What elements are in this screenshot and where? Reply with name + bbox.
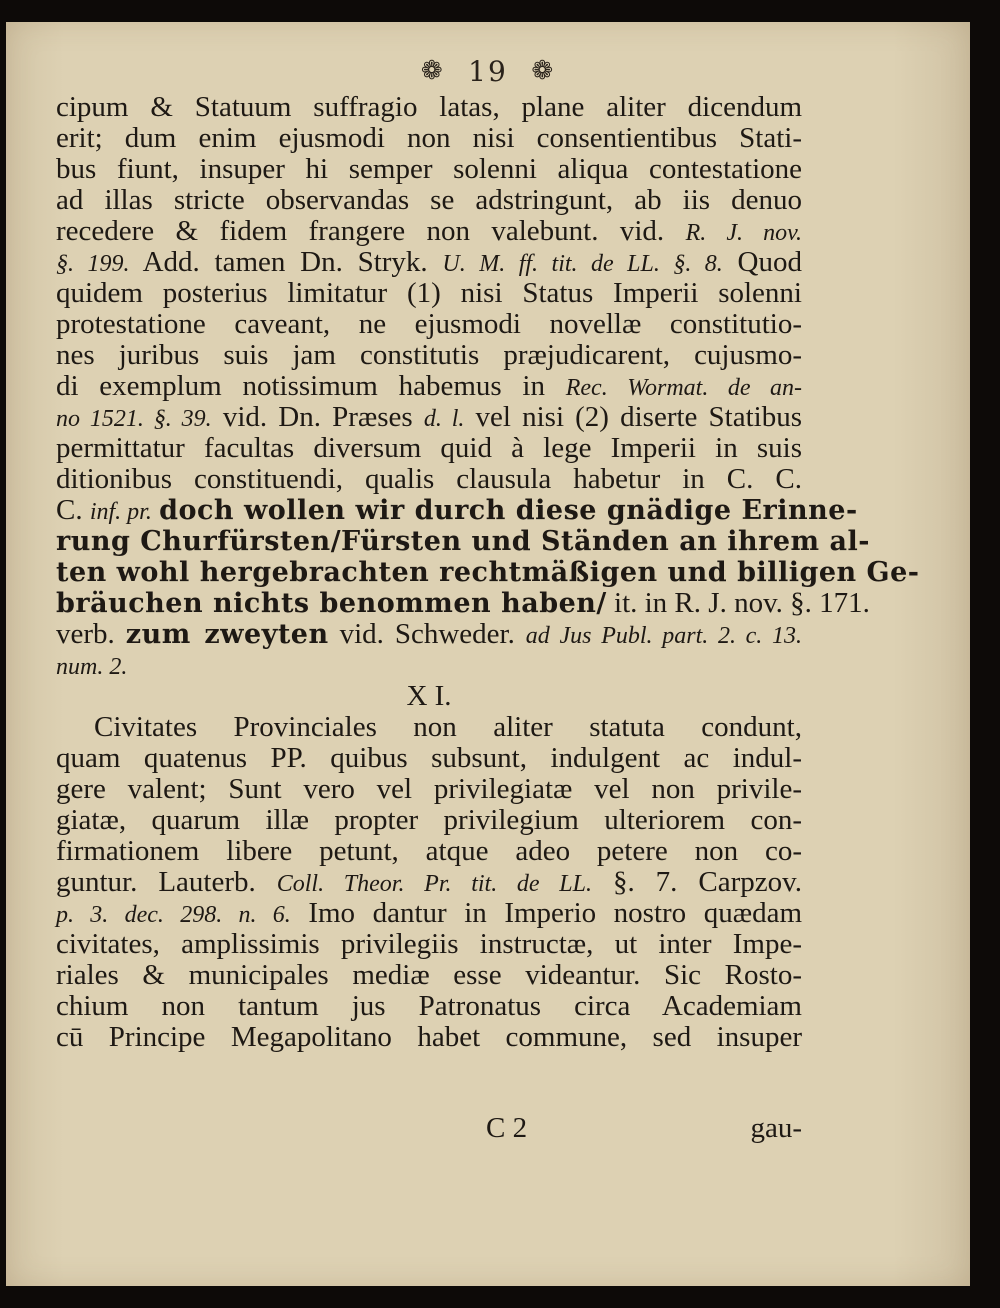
text-line: guntur. Lauterb. Coll. Theor. Pr. tit. de LL. §. 7. Carpzov. [56, 866, 802, 898]
text-line: Civitates Provinciales non aliter statuta condunt, [94, 711, 802, 743]
ornament-right-icon: ❁ [531, 56, 556, 86]
text-line: gere valent; Sunt vero vel privilegiatæ vel non privile- [56, 773, 802, 805]
text-line: bräuchen nichts benommen haben/ it. in R. J. nov. §. 171. [56, 587, 870, 619]
text-line: recedere & fidem frangere non valebunt. vid. R. J. nov. [56, 215, 803, 247]
text-line: num. 2. [56, 654, 128, 680]
text-line: bus fiunt, insuper hi semper solenni aliqua contestatione [56, 153, 802, 185]
text-line: cipum & Statuum suffragio latas, plane aliter dicendum [56, 91, 802, 123]
text-line: C. inf. pr. doch wollen wir durch diese gnädige Erinne- [56, 494, 858, 526]
text-line: permittatur facultas diversum quid à lege Imperii in suis [56, 432, 802, 464]
text-line: rung Churfürsten/Fürsten und Ständen an ihrem al- [56, 526, 870, 557]
text-line: di exemplum notissimum habemus in Rec. Wormat. de an- [56, 370, 802, 402]
body-text [56, 91, 920, 1053]
text-line: quam quatenus PP. quibus subsunt, indulgent ac indul- [56, 742, 802, 774]
signature-mark: C 2 [486, 1112, 528, 1144]
text-line: firmationem libere petunt, atque adeo petere non co- [56, 835, 802, 867]
text-line: riales & municipales mediæ esse videantur. Sic Rosto- [56, 959, 802, 991]
page-number: 19 [468, 54, 508, 88]
text-line: cū Principe Megapolitano habet commune, sed insuper [56, 1021, 802, 1053]
text-line: §. 199. Add. tamen Dn. Stryk. U. M. ff. tit. de LL. §. 8. Quod [56, 246, 802, 278]
text-line: chium non tantum jus Patronatus circa Academiam [56, 990, 802, 1022]
page-footer [56, 1112, 802, 1144]
ornament-left-icon: ❁ [420, 56, 445, 86]
page-header [6, 52, 970, 88]
section-heading: X I. [406, 680, 452, 712]
catchword: gau- [750, 1112, 802, 1144]
text-line: ten wohl hergebrachten rechtmäßigen und billigen Ge- [56, 557, 920, 588]
text-line: erit; dum enim ejusmodi non nisi consentientibus Stati- [56, 122, 802, 154]
text-line: p. 3. dec. 298. n. 6. Imo dantur in Imperio nostro quædam [56, 897, 802, 929]
book-page [6, 22, 970, 1286]
text-line: protestatione caveant, ne ejusmodi novellæ constitutio- [56, 308, 802, 340]
text-line: quidem posterius limitatur (1) nisi Status Imperii solenni [56, 277, 802, 309]
text-line: ditionibus constituendi, qualis clausula habetur in C. C. [56, 463, 802, 495]
text-line: verb. zum zweyten vid. Schweder. ad Jus Publ. part. 2. c. 13. [56, 618, 803, 650]
text-line: civitates, amplissimis privilegiis instructæ, ut inter Impe- [56, 928, 802, 960]
text-line: ad illas stricte observandas se adstringunt, ab iis denuo [56, 184, 802, 216]
text-line: nes juribus suis jam constitutis præjudicarent, cujusmo- [56, 339, 802, 371]
text-line: no 1521. §. 39. vid. Dn. Præses d. l. vel nisi (2) diserte Statibus [56, 401, 803, 433]
text-line: giatæ, quarum illæ propter privilegium ulteriorem con- [56, 804, 802, 836]
